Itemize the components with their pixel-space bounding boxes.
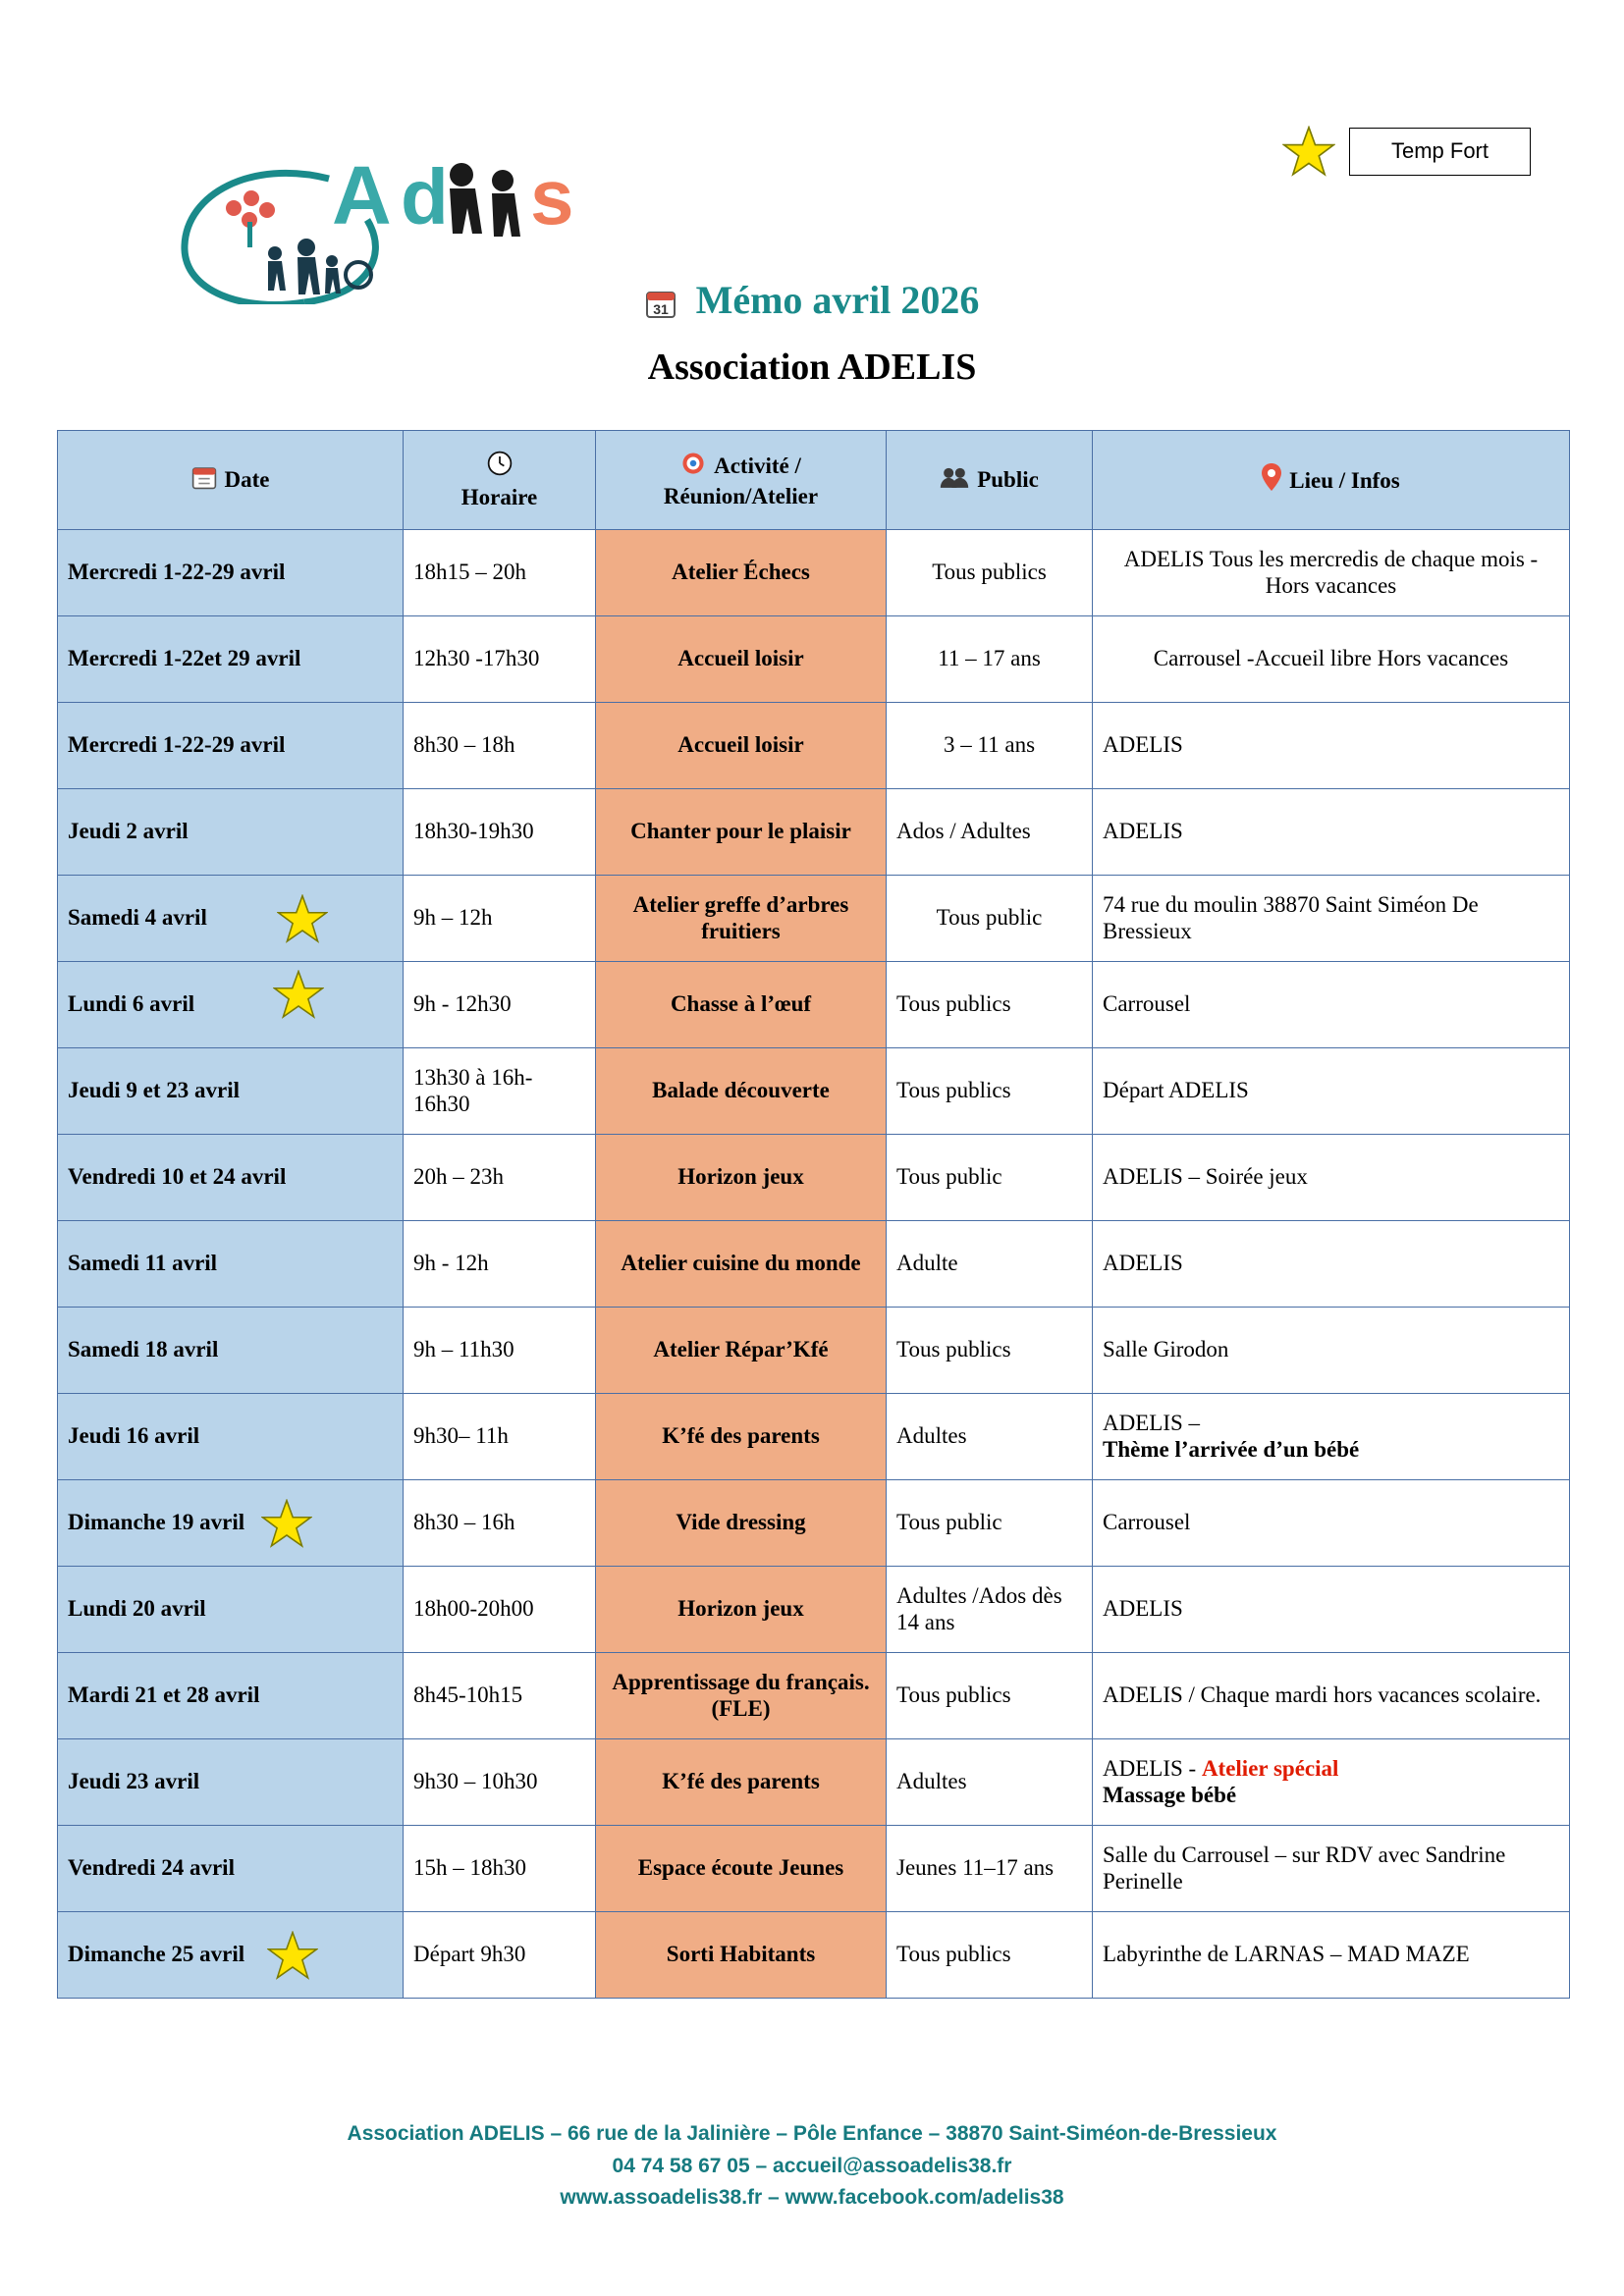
star-icon — [267, 1931, 318, 1980]
cell-activite: Apprentissage du français. (FLE) — [596, 1653, 887, 1739]
table-row — [58, 1048, 1570, 1135]
lieu-line-1: ADELIS - Atelier spécial — [1103, 1755, 1339, 1781]
cell-date — [58, 1912, 404, 1999]
cell-activite: Chasse à l’œuf — [596, 962, 887, 1048]
cell-date — [58, 1135, 404, 1221]
svg-text:31: 31 — [652, 301, 669, 317]
cell-horaire: 9h - 12h30 — [404, 962, 596, 1048]
column-header-activite-label-1: Activité / — [714, 454, 801, 479]
cell-horaire: 8h30 – 18h — [404, 703, 596, 789]
temp-fort-label: Temp Fort — [1349, 128, 1531, 176]
date-text: Jeudi 16 avril — [68, 1423, 200, 1449]
table-row — [58, 530, 1570, 616]
date-text: Mardi 21 et 28 avril — [68, 1682, 260, 1708]
table-row — [58, 876, 1570, 962]
table-row — [58, 1567, 1570, 1653]
cell-public: Tous publics — [887, 962, 1093, 1048]
table-row — [58, 789, 1570, 876]
cell-date — [58, 1826, 404, 1912]
cell-public: Adultes — [887, 1739, 1093, 1826]
date-text: Samedi 11 avril — [68, 1251, 218, 1276]
target-icon — [680, 451, 706, 482]
cell-lieu: Carrousel -Accueil libre Hors vacances — [1093, 616, 1570, 703]
cell-lieu — [1093, 1394, 1570, 1480]
date-text: Jeudi 23 avril — [68, 1769, 200, 1794]
cell-lieu: Labyrinthe de LARNAS – MAD MAZE — [1093, 1912, 1570, 1999]
svg-text:A: A — [332, 149, 392, 241]
cell-horaire: 9h - 12h — [404, 1221, 596, 1308]
date-text: Mercredi 1-22et 29 avril — [68, 646, 301, 671]
date-text: Vendredi 24 avril — [68, 1855, 235, 1881]
memo-title: Mémo avril 2026 — [695, 278, 980, 322]
cell-date — [58, 1308, 404, 1394]
pin-icon — [1262, 463, 1281, 498]
table-body — [58, 530, 1570, 1999]
cell-public: Adultes — [887, 1394, 1093, 1480]
cell-date — [58, 1394, 404, 1480]
column-header-horaire-label: Horaire — [460, 484, 538, 509]
cell-lieu: ADELIS / Chaque mardi hors vacances scolaire. — [1093, 1653, 1570, 1739]
cell-public: 11 – 17 ans — [887, 616, 1093, 703]
cell-activite: Sorti Habitants — [596, 1912, 887, 1999]
cell-date — [58, 616, 404, 703]
cell-horaire: 20h – 23h — [404, 1135, 596, 1221]
cell-horaire: 8h45-10h15 — [404, 1653, 596, 1739]
page-footer — [0, 2118, 1624, 2215]
cell-date — [58, 1653, 404, 1739]
cell-horaire: 8h30 – 16h — [404, 1480, 596, 1567]
cell-horaire: 18h30-19h30 — [404, 789, 596, 876]
cell-date — [58, 1221, 404, 1308]
cell-public: Tous publics — [887, 530, 1093, 616]
cell-horaire: 18h00-20h00 — [404, 1567, 596, 1653]
cell-activite: Vide dressing — [596, 1480, 887, 1567]
cell-lieu: ADELIS — [1093, 703, 1570, 789]
column-header-activite — [596, 431, 887, 530]
cell-date — [58, 1739, 404, 1826]
cell-horaire: 9h30 – 10h30 — [404, 1739, 596, 1826]
column-header-public — [887, 431, 1093, 530]
cell-lieu: Salle Girodon — [1093, 1308, 1570, 1394]
cell-activite: K’fé des parents — [596, 1394, 887, 1480]
cell-public: Adulte — [887, 1221, 1093, 1308]
cell-activite: Accueil loisir — [596, 703, 887, 789]
cell-public: Jeunes 11–17 ans — [887, 1826, 1093, 1912]
date-text: Lundi 20 avril — [68, 1596, 206, 1622]
table-row — [58, 1221, 1570, 1308]
table-row — [58, 1912, 1570, 1999]
cell-activite: K’fé des parents — [596, 1739, 887, 1826]
temp-fort-legend — [1282, 126, 1531, 177]
date-text: Lundi 6 avril — [68, 991, 195, 1017]
table-row — [58, 1135, 1570, 1221]
cell-activite: Horizon jeux — [596, 1135, 887, 1221]
svg-text:s: s — [530, 153, 574, 240]
lieu-highlight: Atelier spécial — [1201, 1755, 1339, 1781]
cell-horaire: 15h – 18h30 — [404, 1826, 596, 1912]
column-header-lieu — [1093, 431, 1570, 530]
calendar-icon — [191, 464, 217, 497]
svg-text:d: d — [401, 153, 449, 240]
star-icon — [261, 1499, 312, 1548]
cell-activite: Atelier greffe d’arbres fruitiers — [596, 876, 887, 962]
cell-public: Tous publics — [887, 1308, 1093, 1394]
column-header-date — [58, 431, 404, 530]
cell-horaire: 18h15 – 20h — [404, 530, 596, 616]
calendar-icon — [645, 283, 677, 329]
cell-lieu — [1093, 1739, 1570, 1826]
lieu-line-2: Thème l’arrivée d’un bébé — [1103, 1436, 1360, 1462]
lieu-line-2: Massage bébé — [1103, 1782, 1237, 1807]
page-header — [0, 0, 1624, 393]
cell-horaire: 9h30– 11h — [404, 1394, 596, 1480]
date-text: Samedi 4 avril — [68, 905, 207, 931]
table-row — [58, 1826, 1570, 1912]
cell-public: Tous publics — [887, 1912, 1093, 1999]
star-icon — [1282, 126, 1335, 177]
table-row — [58, 1653, 1570, 1739]
date-text: Samedi 18 avril — [68, 1337, 219, 1362]
cell-public: Tous public — [887, 1135, 1093, 1221]
table-row — [58, 616, 1570, 703]
footer-address: Association ADELIS – 66 rue de la Jalinière – Pôle Enfance – 38870 Saint-Siméon-de-Bressieux — [347, 2122, 1277, 2145]
table-row — [58, 1308, 1570, 1394]
lieu-line-1: ADELIS – — [1103, 1410, 1201, 1435]
cell-activite: Atelier Répar’Kfé — [596, 1308, 887, 1394]
cell-activite: Chanter pour le plaisir — [596, 789, 887, 876]
table-header-row — [58, 431, 1570, 530]
cell-activite: Espace écoute Jeunes — [596, 1826, 887, 1912]
people-icon — [940, 464, 969, 497]
cell-lieu: Salle du Carrousel – sur RDV avec Sandrine Perinelle — [1093, 1826, 1570, 1912]
cell-date — [58, 1480, 404, 1567]
association-title: Association ADELIS — [647, 347, 977, 388]
cell-activite: Atelier Échecs — [596, 530, 887, 616]
table-row — [58, 962, 1570, 1048]
cell-horaire: 12h30 -17h30 — [404, 616, 596, 703]
cell-date — [58, 703, 404, 789]
table-row — [58, 1480, 1570, 1567]
column-header-public-label: Public — [977, 466, 1039, 492]
star-icon — [273, 970, 324, 1019]
cell-lieu: Carrousel — [1093, 1480, 1570, 1567]
date-text: Jeudi 9 et 23 avril — [68, 1078, 241, 1103]
date-text: Jeudi 2 avril — [68, 819, 189, 844]
cell-date — [58, 789, 404, 876]
cell-activite: Horizon jeux — [596, 1567, 887, 1653]
column-header-activite-label-2: Réunion/Atelier — [663, 483, 819, 508]
cell-date — [58, 1048, 404, 1135]
footer-web: www.assoadelis38.fr – www.facebook.com/adelis38 — [560, 2186, 1064, 2210]
column-header-lieu-label: Lieu / Infos — [1289, 467, 1400, 493]
cell-lieu: ADELIS — [1093, 1567, 1570, 1653]
cell-date — [58, 962, 404, 1048]
cell-activite: Atelier cuisine du monde — [596, 1221, 887, 1308]
cell-public: Tous public — [887, 876, 1093, 962]
cell-public: Tous public — [887, 1480, 1093, 1567]
cell-date — [58, 876, 404, 962]
date-text: Vendredi 10 et 24 avril — [68, 1164, 287, 1190]
cell-horaire: 9h – 12h — [404, 876, 596, 962]
star-icon — [277, 894, 328, 943]
cell-lieu: ADELIS – Soirée jeux — [1093, 1135, 1570, 1221]
memo-table — [57, 430, 1570, 1999]
cell-lieu: ADELIS — [1093, 789, 1570, 876]
date-text: Mercredi 1-22-29 avril — [68, 560, 286, 585]
column-header-date-label: Date — [224, 466, 270, 492]
cell-lieu: Carrousel — [1093, 962, 1570, 1048]
column-header-horaire — [404, 431, 596, 530]
cell-lieu: ADELIS Tous les mercredis de chaque mois - Hors vacances — [1093, 530, 1570, 616]
cell-date — [58, 530, 404, 616]
cell-horaire: 13h30 à 16h-16h30 — [404, 1048, 596, 1135]
table-row — [58, 1739, 1570, 1826]
date-text: Dimanche 19 avril — [68, 1510, 245, 1535]
cell-public: 3 – 11 ans — [887, 703, 1093, 789]
table-row — [58, 703, 1570, 789]
cell-lieu: 74 rue du moulin 38870 Saint Siméon De Bressieux — [1093, 876, 1570, 962]
cell-horaire: Départ 9h30 — [404, 1912, 596, 1999]
cell-lieu: ADELIS — [1093, 1221, 1570, 1308]
footer-contact: 04 74 58 67 05 – accueil@assoadelis38.fr — [612, 2154, 1012, 2177]
memo-title-line — [0, 277, 1624, 329]
cell-lieu: Départ ADELIS — [1093, 1048, 1570, 1135]
cell-public: Adultes /Ados dès 14 ans — [887, 1567, 1093, 1653]
cell-activite: Balade découverte — [596, 1048, 887, 1135]
cell-public: Ados / Adultes — [887, 789, 1093, 876]
cell-date — [58, 1567, 404, 1653]
table-row — [58, 1394, 1570, 1480]
date-text: Dimanche 25 avril — [68, 1942, 245, 1967]
cell-public: Tous publics — [887, 1048, 1093, 1135]
cell-public: Tous publics — [887, 1653, 1093, 1739]
date-text: Mercredi 1-22-29 avril — [68, 732, 286, 758]
cell-horaire: 9h – 11h30 — [404, 1308, 596, 1394]
cell-activite: Accueil loisir — [596, 616, 887, 703]
clock-icon — [413, 450, 585, 483]
